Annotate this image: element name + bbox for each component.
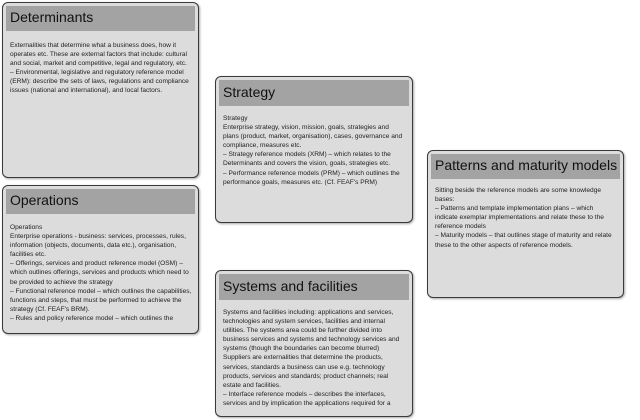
card-operations — [2, 185, 199, 334]
body-line: Enterprise strategy, vision, mission, goals, strategies and plans (product, market, organisation), cases, governance and compliance, measures etc. — [223, 124, 403, 150]
card-title: Systems and facilities — [219, 274, 409, 300]
body-line: Enterprise operations - business: services, processes, rules, information (objects, documents, data etc.), organisation, facilities etc. — [10, 233, 186, 259]
body-line: – Functional reference model – which outlines the capabilities, functions and steps, that must be performed to achieve the strategy (Cf. FEAF's BRM). — [10, 287, 192, 313]
body-line: Strategy — [223, 115, 248, 122]
body-line: – Maturity models – that outlines stage of maturity and relate these to the other aspects of reference models. — [435, 232, 612, 249]
body-line: Operations — [10, 224, 43, 231]
body-line: Sitting beside the reference models are some knowledge bases: — [435, 187, 602, 204]
card-systems — [215, 270, 413, 417]
card-strategy — [215, 76, 413, 223]
body-line: – Interface reference models – describes the interfaces, services and by implication the applications required for a — [223, 390, 391, 407]
card-body — [10, 223, 192, 323]
card-body — [223, 308, 406, 408]
card-title: Operations — [6, 189, 195, 214]
card-title: Determinants — [6, 6, 195, 31]
body-line: – Offerings, services and product reference model (OSM) – which outlines offerings, services and products which need to be provided to achieve the strategy — [10, 260, 189, 286]
card-title: Strategy — [219, 80, 409, 106]
body-line: – Rules and policy reference model – which outlines the — [10, 314, 174, 322]
card-title: Patterns and maturity models — [431, 154, 620, 179]
body-line: Systems and facilities including: applications and services, technologies and system services, facilities and internal utilities. The systems area could be further divided into business services and systems and technology services and systems (though the boundaries can become blurred) — [223, 309, 400, 353]
body-line: – Environmental, legislative and regulatory reference model (ERM): describe the sets of laws, regulations and compliance issues (national and international), and local factors. — [10, 69, 189, 95]
card-body — [435, 186, 617, 250]
card-determinants — [2, 2, 199, 178]
body-line: – Performance reference models (PRM) – which outlines the performance goals, measures etc. (Cf. FEAF's PRM) — [223, 169, 400, 186]
card-patterns — [427, 150, 624, 298]
card-body — [223, 114, 406, 187]
body-line: – Patterns and template implementation plans – which indicate exemplar implementations and relate these to the reference models — [435, 205, 604, 231]
body-line: Suppliers are externalities that determine the products, services, standards a business can use e.g. technology products, services and standards; product channels; real estate and facilities. — [223, 354, 389, 389]
body-line: Externalities that determine what a business does, how it operates etc. These are external factors that include: cultural and social, market and competitive, legal and regulatory, etc. — [10, 42, 187, 68]
body-line: – Strategy reference models (XRM) – which relates to the Determinants and covers the vision, goals, strategies etc. — [223, 151, 391, 168]
card-body — [10, 41, 192, 96]
